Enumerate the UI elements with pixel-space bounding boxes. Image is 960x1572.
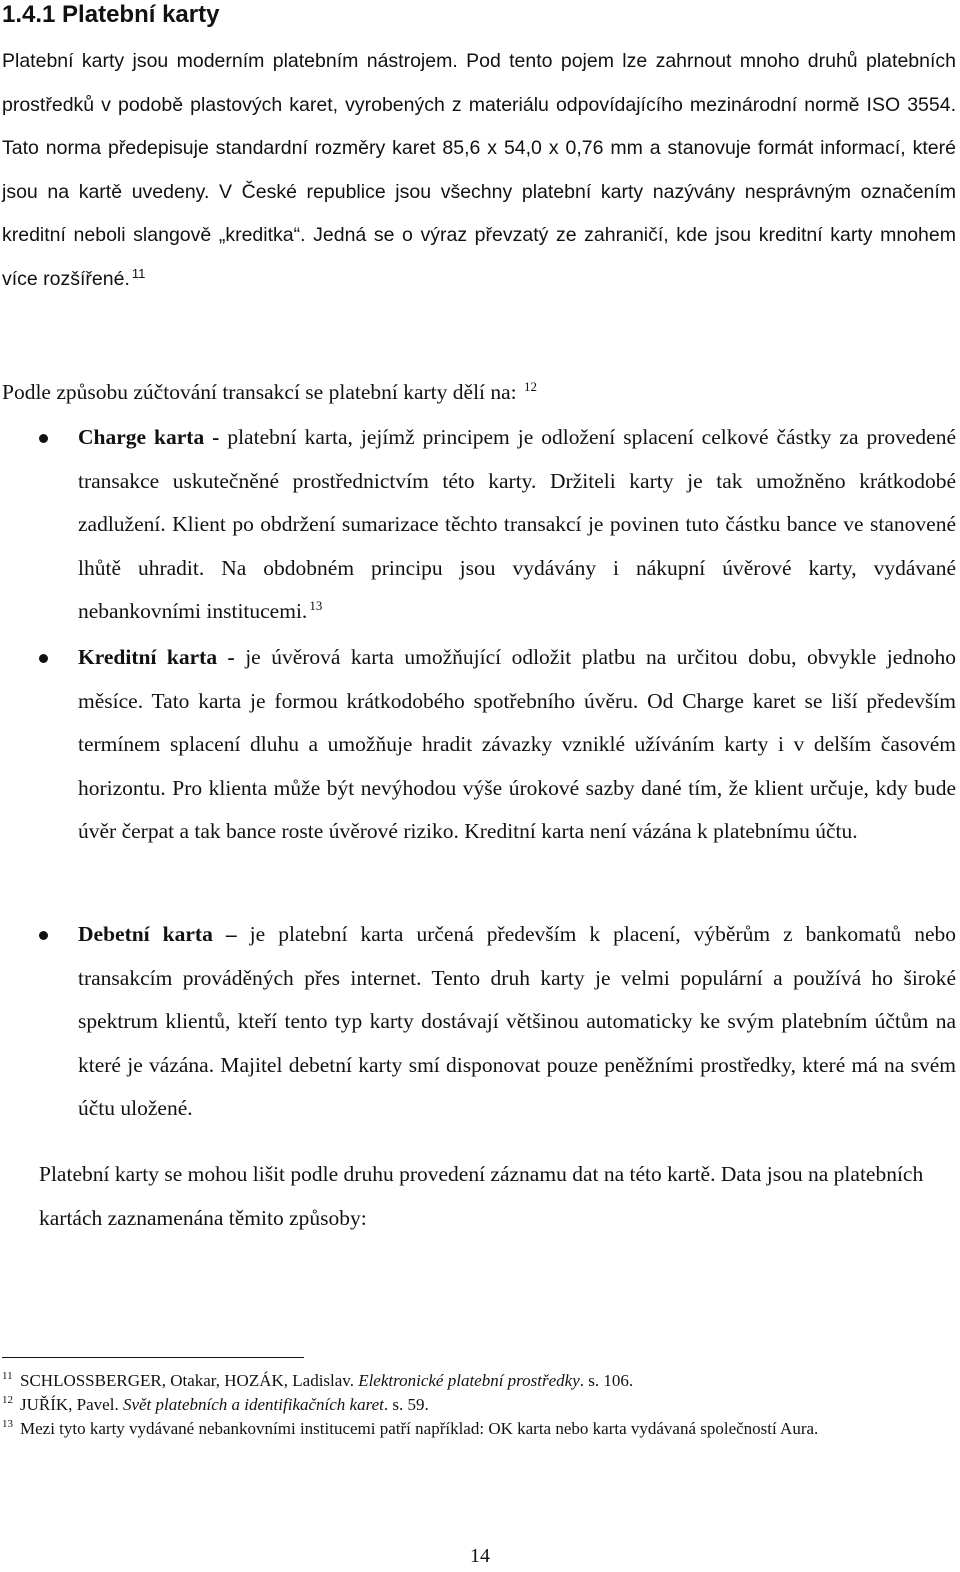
lead-text: Podle způsobu zúčtování transakcí se platební karty dělí na: <box>2 380 517 404</box>
footnote-number: 12 <box>2 1394 13 1406</box>
term-description: platební karta, jejímž principem je odložení splacení celkové částky za provedené transakce uskutečněné prostřednictvím této karty. Držiteli karty je tak umožněno krátkodobé zadlužení. Klient po obdržení sumarizace těchto transakcí je povinen tuto částku bance ve stanovené lhůtě uhradit. Na obdobném principu jsou vydávány i nákupní úvěrové karty, vydávané nebankovními institucemi. <box>78 425 957 623</box>
footnote-13 <box>2 1417 956 1441</box>
footnote-text: JUŘÍK, Pavel. <box>20 1395 123 1414</box>
intro-text-4: Jedná se o výraz převzatý ze zahraničí, kde jsou kreditní karty mnohem více rozšířené. <box>2 224 956 290</box>
list-item-text <box>78 416 956 634</box>
footnote-title: Svět platebních a identifikačních karet <box>122 1395 384 1414</box>
footnote-ref-11[interactable]: 11 <box>131 265 146 281</box>
footnotes <box>2 1369 956 1441</box>
footnote-separator <box>2 1357 304 1358</box>
bullet-icon <box>39 434 48 443</box>
footnote-text: Mezi tyto karty vydávané nebankovními institucemi patří například: OK karta nebo karta vydávaná společností Aura. <box>20 1419 819 1438</box>
section-heading: 1.4.1 Platební karty <box>2 1 220 28</box>
classification-lead <box>2 371 956 414</box>
term-description: je platební karta určená především k placení, výběrům z bankomatů nebo transakcím prováděných přes internet. Tento druh karty je velmi populární a používá ho široké spektrum klientů, kteří tento typ karty dostávají většinou automaticky ke svým platebním účtům na které je vázána. Majitel debetní karty smí disponovat pouze peněžními prostředky, které má na svém účtu uložené. <box>78 922 956 1120</box>
page-number: 14 <box>470 1545 490 1567</box>
footnote-pages: . s. 106. <box>579 1371 634 1390</box>
intro-text-1: Platební karty jsou moderním platebním nástrojem. Pod tento pojem lze zahrnout mnoho druhů platebních prostředků v podobě plastových karet, vyrobených z materiálu odpovídajícího mezinárodní normě ISO 3554. <box>2 50 956 116</box>
footnote-12 <box>2 1393 956 1417</box>
footnote-11 <box>2 1369 956 1393</box>
term-description: je úvěrová karta umožňující odložit platbu na určitou dobu, obvykle jednoho měsíce. Tato karta je formou krátkodobého spotřebního úvěru. Od Charge karet se liší především termínem splacení dluhu a umožňuje hradit závazky vzniklé užíváním karty i v delším časovém horizontu. Pro klienta může být nevýhodou výše úrokové sazby dané tím, že klient určuje, kdy bude úvěr čerpat a tak bance roste úvěrové riziko. Kreditní karta není vázána k platebnímu účtu. <box>78 645 956 843</box>
footnote-ref-13[interactable]: 13 <box>309 598 323 613</box>
list-item-text <box>78 636 956 854</box>
term-label: Kreditní karta - <box>78 645 235 669</box>
term-label: Debetní karta – <box>78 922 237 946</box>
footnote-number: 13 <box>2 1418 13 1430</box>
footnote-pages: . s. 59. <box>383 1395 429 1414</box>
list-item-text <box>78 913 956 1131</box>
bullet-icon <box>39 931 48 940</box>
bullet-icon <box>39 654 48 663</box>
closing-paragraph: Platební karty se mohou lišit podle druhu provedení záznamu dat na této kartě. Data jsou na platebních kartách zaznamenána těmito způsoby: <box>39 1162 924 1230</box>
intro-text-3: V České republice jsou všechny platební karty nazývány nesprávným označením kreditní neboli slangově „kreditka“. <box>2 180 956 246</box>
footnote-text: SCHLOSSBERGER, Otakar, HOZÁK, Ladislav. <box>20 1371 359 1390</box>
footnote-number: 11 <box>2 1370 13 1382</box>
footnote-ref-12[interactable]: 12 <box>524 379 538 394</box>
intro-text-2: Tato norma předepisuje standardní rozměry karet 85,6 x 54,0 x 0,76 mm a stanovuje formát informací, které jsou na kartě uvedeny. <box>2 137 956 203</box>
footnote-title: Elektronické platební prostředky <box>358 1371 580 1390</box>
intro-paragraph <box>2 40 956 301</box>
term-label: Charge karta - <box>78 425 220 449</box>
